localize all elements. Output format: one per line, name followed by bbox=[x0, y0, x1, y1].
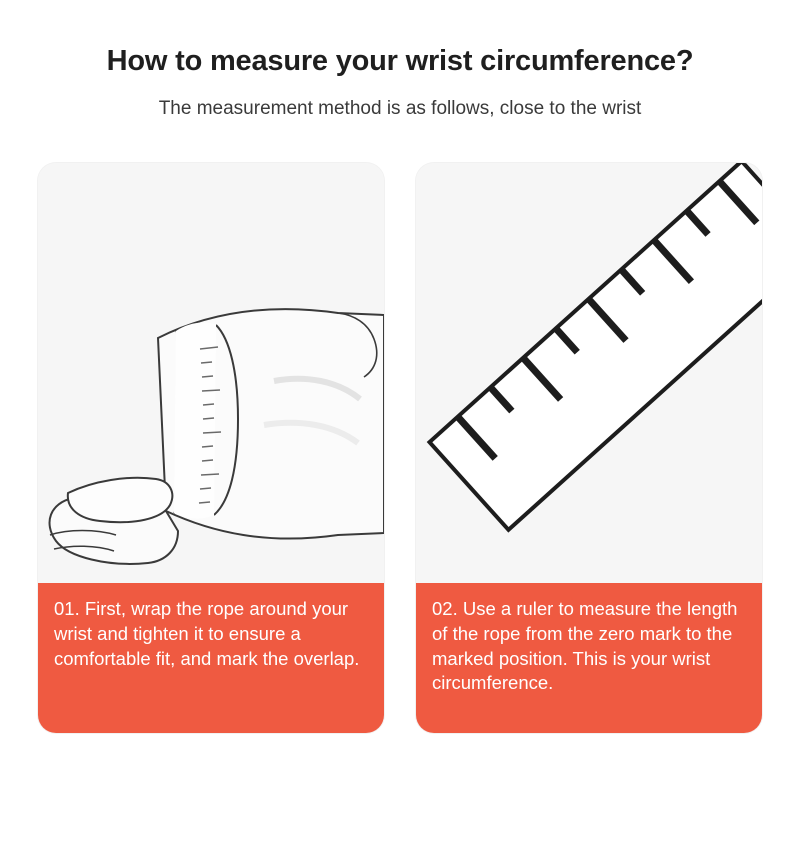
step-1-caption: 01. First, wrap the rope around your wrist and tighten it to ensure a comfortable fit, and mark the overlap. bbox=[38, 583, 384, 733]
wrist-illustration-svg bbox=[38, 163, 384, 583]
ruler-illustration bbox=[416, 163, 762, 583]
page-subtitle: The measurement method is as follows, close to the wrist bbox=[158, 97, 642, 119]
page-root bbox=[0, 44, 800, 844]
step-2-caption: 02. Use a ruler to measure the length of the rope from the zero mark to the marked position. This is your wrist circumference. bbox=[416, 583, 762, 733]
page-title: How to measure your wrist circumference? bbox=[106, 45, 694, 77]
steps-container bbox=[0, 163, 800, 733]
ruler-illustration-svg bbox=[416, 163, 762, 583]
step-card-1 bbox=[38, 163, 384, 733]
wrist-with-rope-illustration bbox=[38, 163, 384, 583]
step-card-2 bbox=[416, 163, 762, 733]
